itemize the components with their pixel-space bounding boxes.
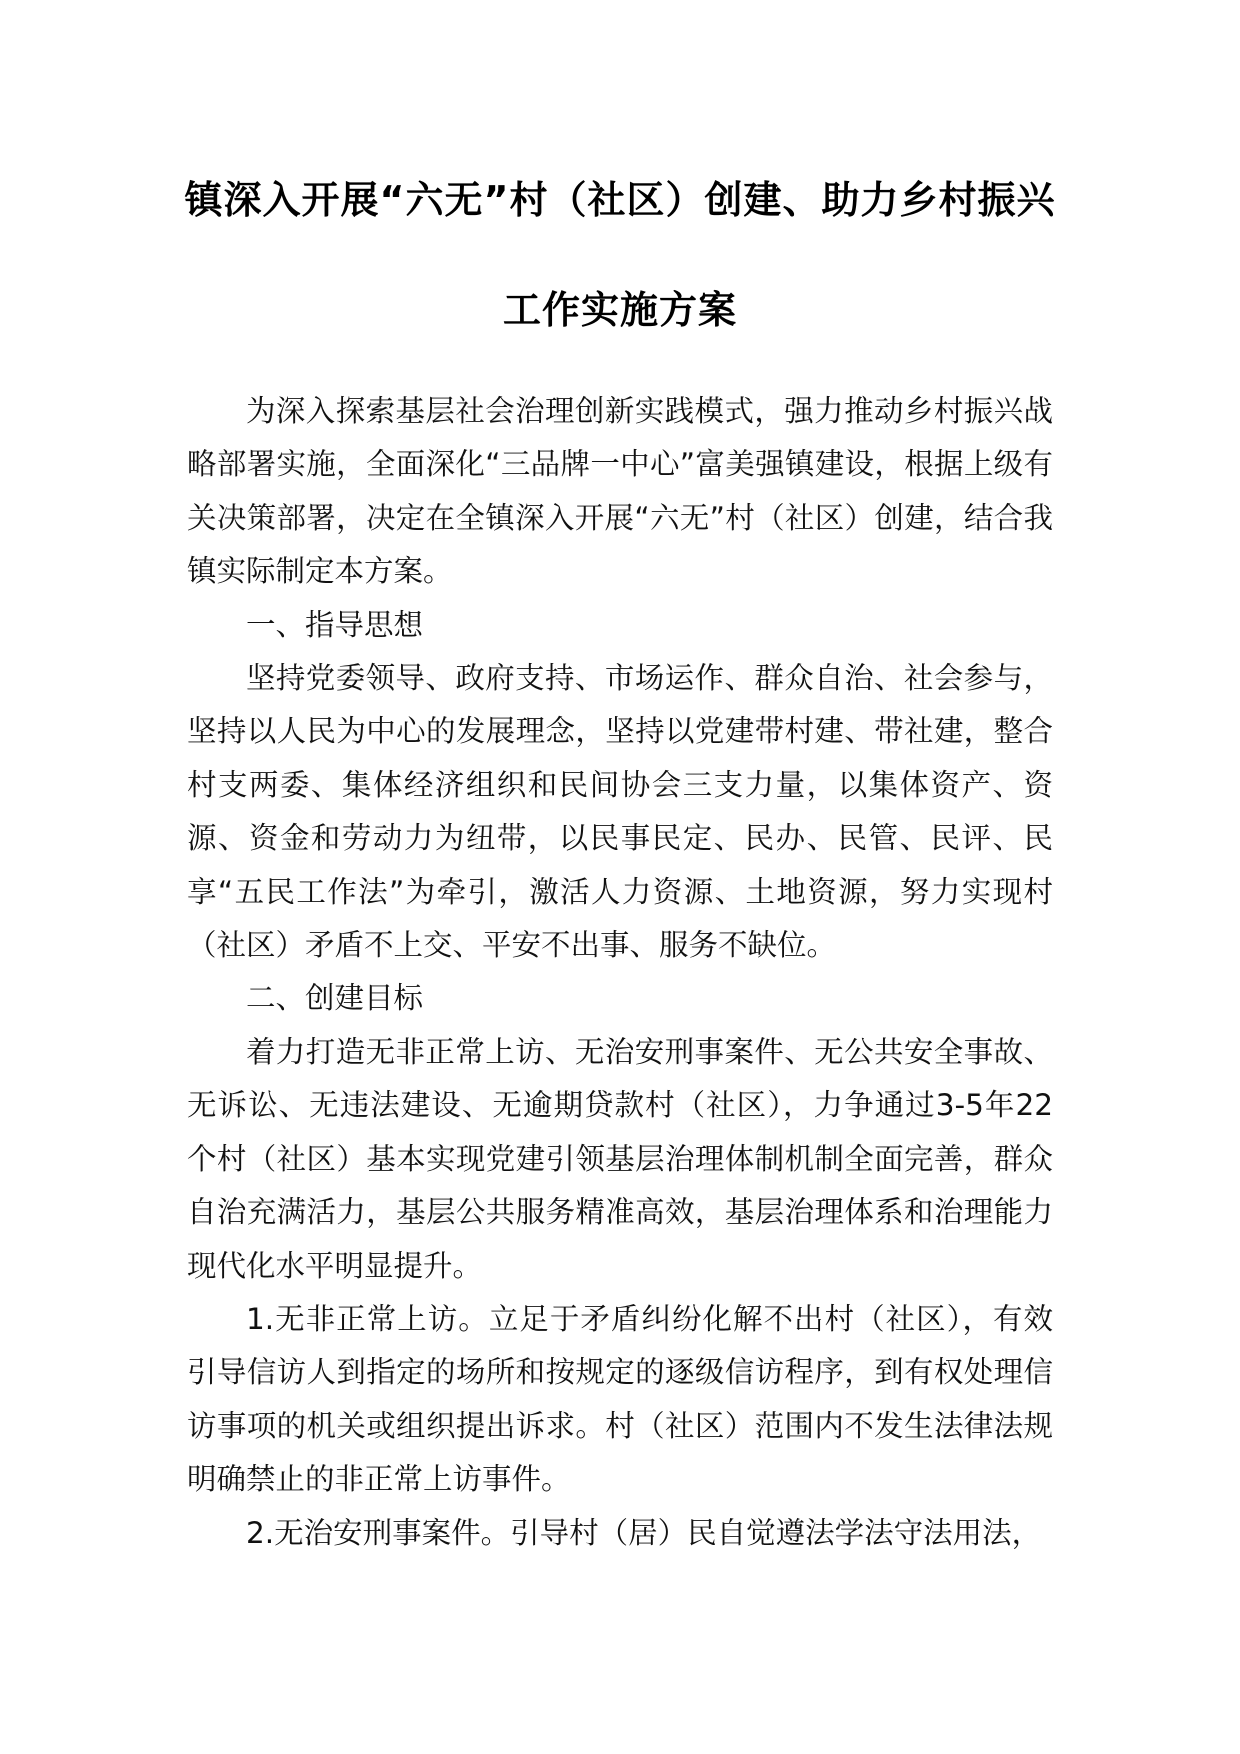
paragraph-goals: 着力打造无非正常上访、无治安刑事案件、无公共安全事故、无诉讼、无违法建设、无逾期贷款村（社区），力争通过3-5年22个村（社区）基本实现党建引领基层治理体制机制全面完善，群众自治充满活力，基层公共服务精准高效，基层治理体系和治理能力现代化水平明显提升。: [187, 1034, 1053, 1283]
document-title-line-2: 工作实施方案: [502, 288, 737, 332]
paragraph-item-2: 2.无治安刑事案件。引导村（居）民自觉遵法学法守法用法，: [246, 1515, 1042, 1550]
paragraph-guiding-ideology: 坚持党委领导、政府支持、市场运作、群众自治、社会参与，坚持以人民为中心的发展理念，坚持以党建带村建、带社建，整合村支两委、集体经济组织和民间协会三支力量，以集体资产、资源、资金和劳动力为纽带，以民事民定、民办、民管、民评、民享“五民工作法”为牵引，激活人力资源、土地资源，努力实现村（社区）矛盾不上交、平安不出事、服务不缺位。: [187, 661, 1053, 963]
section-heading-goals: 二、创建目标: [246, 981, 424, 1016]
document-body: [187, 385, 1053, 1560]
paragraph-item-1: 1.无非正常上访。立足于矛盾纠纷化解不出村（社区），有效引导信访人到指定的场所和按规定的逐级信访程序，到有权处理信访事项的机关或组织提出诉求。村（社区）范围内不发生法律法规明确禁止的非正常上访事件。: [187, 1301, 1053, 1497]
document-title-line-1: 镇深入开展“六无”村（社区）创建、助力乡村振兴: [184, 178, 1056, 222]
section-heading-guiding-ideology: 一、指导思想: [246, 607, 424, 642]
paragraph-intro: 为深入探索基层社会治理创新实践模式，强力推动乡村振兴战略部署实施，全面深化“三品牌一中心”富美强镇建设，根据上级有关决策部署，决定在全镇深入开展“六无”村（社区）创建，结合我镇实际制定本方案。: [187, 394, 1053, 589]
